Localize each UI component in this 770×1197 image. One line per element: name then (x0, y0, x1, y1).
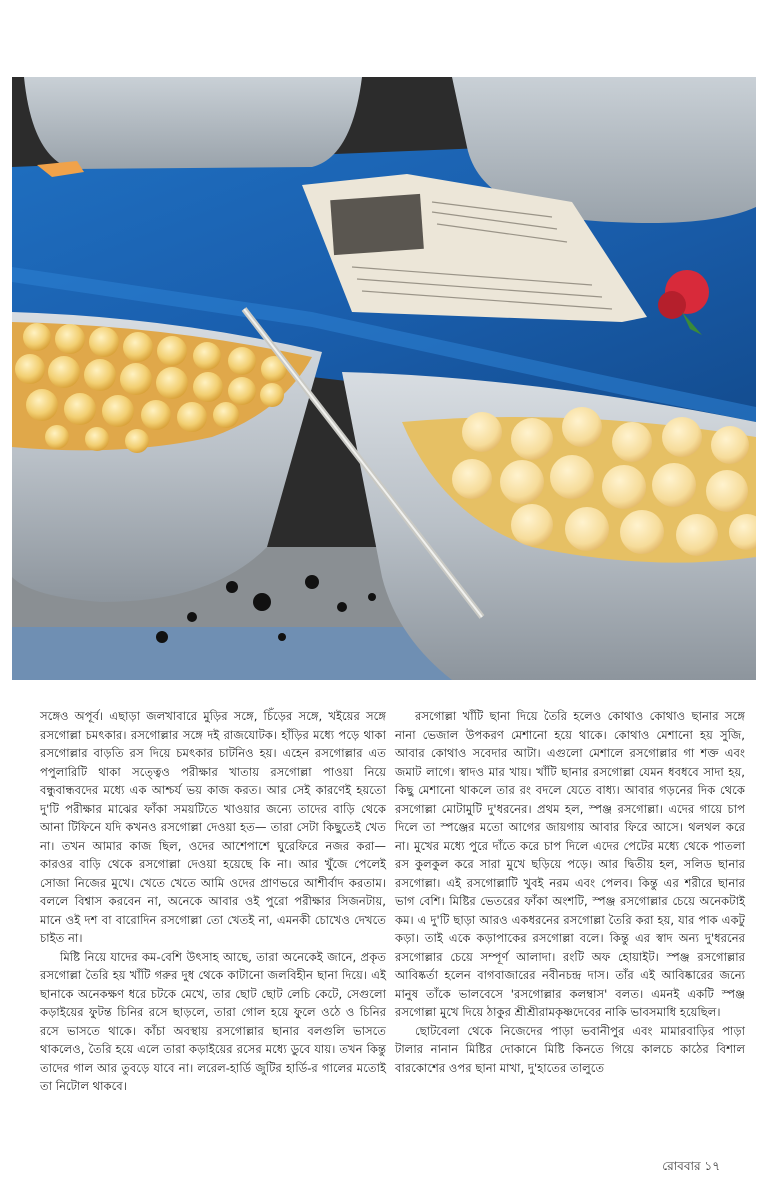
article-column-left (40, 707, 386, 1096)
body-paragraph: ছোটবেলা থেকে নিজেদের পাড়া ভবানীপুর এবং মামারবাড়ির পাড়া টালার নানান মিষ্টির দোকানে মিষ্টি কিনতে গিয়ে কালচে কাঠের বিশাল বারকোশের ওপর ছানা মাখা, দু'হাতের তালুতে (395, 1023, 745, 1075)
article-column-right (395, 707, 745, 1077)
body-paragraph: রসগোল্লা খাঁটি ছানা দিয়ে তৈরি হলেও কোথাও কোথাও ছানার সঙ্গে নানা ভেজাল উপকরণ মেশানো হয়ে থাকে। কোথাও মেশানো হয় সুজি, আবার কোথাও সবেদার আটা। এগুলো মেশালে রসগোল্লার গা শক্ত এবং জমাট লাগে। স্বাদও মার খায়। খাঁটি ছানার রসগোল্লা যেমন ধবধবে সাদা হয়, কিছু মেশানো থাকলে তার রং বদলে যেতে বাধ্য। আবার গড়নের দিক থেকে রসগোল্লা মোটামুটি দু'ধরনের। প্রথম হল, স্পঞ্জ রসগোল্লা। এদের গায়ে চাপ দিলে তা স্পঞ্জের মতো আগের জায়গায় আবার ফিরে আসে। থলথল করে না। মুখের মধ্যে পুরে দাঁতে করে চাপ দিলে এদের পেটের মধ্যে থেকে পাতলা রস কুলকুল করে সারা মুখে ছড়িয়ে পড়ে। আর দ্বিতীয় হল, সলিড ছানার রসগোল্লা। এই রসগোল্লাটি খুবই নরম এবং পেলব। কিন্তু এর শরীরে ছানার ভাগ বেশি। মিষ্টির ভেতরের ফাঁকা অংশটি, স্পঞ্জ রসগোল্লার চেয়ে অনেকটাই কম। এ দু'টি ছাড়া আরও একধরনের রসগোল্লা তৈরি করা হয়, যার পাক একটু কড়া। তাই একে কড়াপাকের রসগোল্লা বলে। কিন্তু এর স্বাদ অন্য দু'ধরনের রসগোল্লার চেয়ে সম্পূর্ণ আলাদা। রংটি অফ হোয়াইট। স্পঞ্জ রসগোল্লার আবিষ্কর্তা হলেন বাগবাজারের নবীনচন্দ্র দাস। তাঁর এই আবিষ্কারের জন্যে মানুষ তাঁকে ভালবেসে 'রসগোল্লার কলম্বাস' বলত। এমনই একটি স্পঞ্জ রসগোল্লা মুখে দিয়ে ঠাকুর শ্রীশ্রীরামকৃষ্ণদেবের নাকি ভাবসমাধি হয়েছিল। (395, 709, 745, 1019)
rasgulla-photo (12, 77, 756, 680)
rasgulla-bowls-illustration (12, 77, 756, 680)
body-paragraph: সঙ্গেও অপূর্ব। এছাড়া জলখাবারে মুড়ির সঙ্গে, চিঁড়ের সঙ্গে, খইয়ের সঙ্গে রসগোল্লা চমৎকার। রসগোল্লার সঙ্গে দই রাজযোটক। হাঁড়ির মধ্যে পড়ে থাকা রসগোল্লার বাড়তি রস দিয়ে চমৎকার চাটনিও হয়। এহেন রসগোল্লার এত পপুলারিটি থাকা সত্ত্বেও পরীক্ষার খাতায় রসগোল্লা পাওয়া নিয়ে বন্ধুবান্ধবদের মধ্যে এক আশ্চর্য ভয় কাজ করত। আর সেই কারণেই হয়তো দু'টি পরীক্ষার মাঝের ফাঁকা সময়টিতে খাওয়ার জন্যে তাদের বাড়ি থেকে আনা টিফিনে যদি কখনও রসগোল্লা দেওয়া হত— তারা সেটা কিছুতেই খেত না। তখন আমার কাজ ছিল, ওদের আশেপাশে ঘুরেফিরে নজর করা— কারওর বাড়ি থেকে রসগোল্লা দেওয়া হয়েছে কি না। আর খুঁজে পেলেই সোজা নিজের মুখে। খেতে খেতে আমি ওদের প্রাণভরে আশীর্বাদ করতাম। বললে বিশ্বাস করবেন না, অনেকে আবার ওই পুরো পরীক্ষার সিজনটায়, মানে ওই দশ বা বারোদিন রসগোল্লা তো খেতই না, এমনকী চোখেও দেখতে চাইত না। (40, 709, 386, 945)
body-paragraph: মিষ্টি নিয়ে যাদের কম-বেশি উৎসাহ আছে, তারা অনেকেই জানে, প্রকৃত রসগোল্লা তৈরি হয় খাঁটি গরুর দুধ থেকে কাটানো জলবিহীন ছানা দিয়ে। এই ছানাকে অনেকক্ষণ ধরে চটকে মেখে, তার ছোট ছোট লেচি কেটে, সেগুলো কড়াইয়ের ফুটন্ত চিনির রসে ছাড়লে, তারা গোল হয়ে ফুলে ওঠে ও চিনির রসে ভাসতে থাকে। কাঁচা অবস্থায় রসগোল্লার ছানার বলগুলি ভাসতে থাকলেও, তৈরি হয়ে এলে তারা কড়াইয়ের রসের মধ্যে ডুবে যায়। তখন কিন্তু তাদের গাল আর তুবড়ে যাবে না। লরেল-হার্ডি জুটির হার্ডি-র গালের মতোই তা নিটোল থাকবে। (40, 949, 386, 1093)
page-folio: রোববার ১৭ (662, 1159, 720, 1173)
